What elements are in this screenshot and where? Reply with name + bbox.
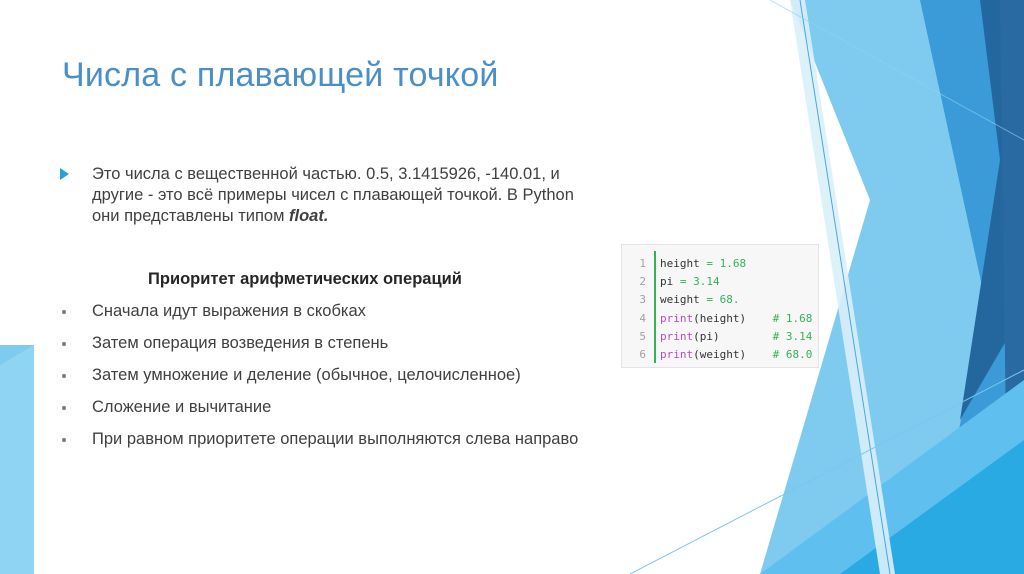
slide-title: Числа с плавающей точкой: [62, 56, 499, 94]
list-item-text: Сложение и вычитание: [92, 398, 272, 416]
line-number: 1: [639, 257, 646, 270]
code-operator: =: [699, 293, 720, 307]
code-args: (weight): [693, 347, 747, 361]
bullet-dot-icon: [62, 406, 66, 410]
code-comment: # 1.68: [772, 311, 813, 325]
line-number: 5: [639, 329, 646, 343]
intro-text: [92, 164, 600, 227]
code-function: print: [660, 347, 694, 361]
list-item-text: Затем операция возведения в степень: [92, 334, 389, 352]
list-item-text: Сначала идут выражения в скобках: [92, 302, 366, 320]
left-accent-bar: [0, 345, 34, 574]
list-item: [60, 429, 600, 450]
bullet-dot-icon: [62, 342, 66, 346]
list-item: [60, 301, 600, 322]
code-line: [622, 291, 818, 309]
bullet-dot-icon: [62, 438, 66, 442]
code-number: 68.: [719, 293, 740, 307]
code-number: 1.68: [719, 257, 747, 270]
code-var: pi: [660, 275, 674, 289]
code-args: (pi): [693, 329, 720, 343]
intro-paragraph: [60, 164, 600, 227]
code-var: weight: [660, 293, 700, 307]
code-line: [622, 346, 818, 364]
line-number: 3: [639, 293, 646, 307]
bullet-dot-icon: [62, 374, 66, 378]
list-item-text: Затем умножение и деление (обычное, целочисленное): [92, 366, 521, 384]
priority-list: [60, 301, 600, 461]
list-item-text: При равном приоритете операции выполняются слева направо: [92, 430, 579, 448]
line-number: 6: [639, 347, 646, 361]
code-function: print: [660, 311, 694, 325]
line-number: 2: [639, 275, 646, 289]
line-number: 4: [639, 311, 646, 325]
code-args: (height): [693, 311, 747, 325]
float-keyword: float.: [289, 207, 329, 225]
list-item: [60, 333, 600, 354]
code-line: [622, 273, 818, 291]
priority-heading: Приоритет арифметических операций: [148, 270, 462, 288]
code-line: [622, 310, 818, 328]
code-var: height: [660, 257, 700, 270]
code-line: [622, 255, 818, 273]
code-line: [622, 328, 818, 346]
triangle-bullet-icon: [60, 168, 69, 180]
code-number: 3.14: [693, 275, 720, 289]
list-item: [60, 365, 600, 386]
intro-body: Это числа с вещественной частью. 0.5, 3.1415926, -140.01, и другие - это всё примеры чисел с плавающей точкой. В Python они представлены типом: [92, 165, 574, 225]
code-operator: =: [673, 275, 694, 289]
code-comment: # 3.14: [772, 329, 813, 343]
code-function: print: [660, 329, 694, 343]
code-snippet: [621, 244, 819, 368]
bullet-dot-icon: [62, 310, 66, 314]
code-operator: =: [699, 257, 720, 270]
code-comment: # 68.0: [772, 347, 813, 361]
list-item: [60, 397, 600, 418]
